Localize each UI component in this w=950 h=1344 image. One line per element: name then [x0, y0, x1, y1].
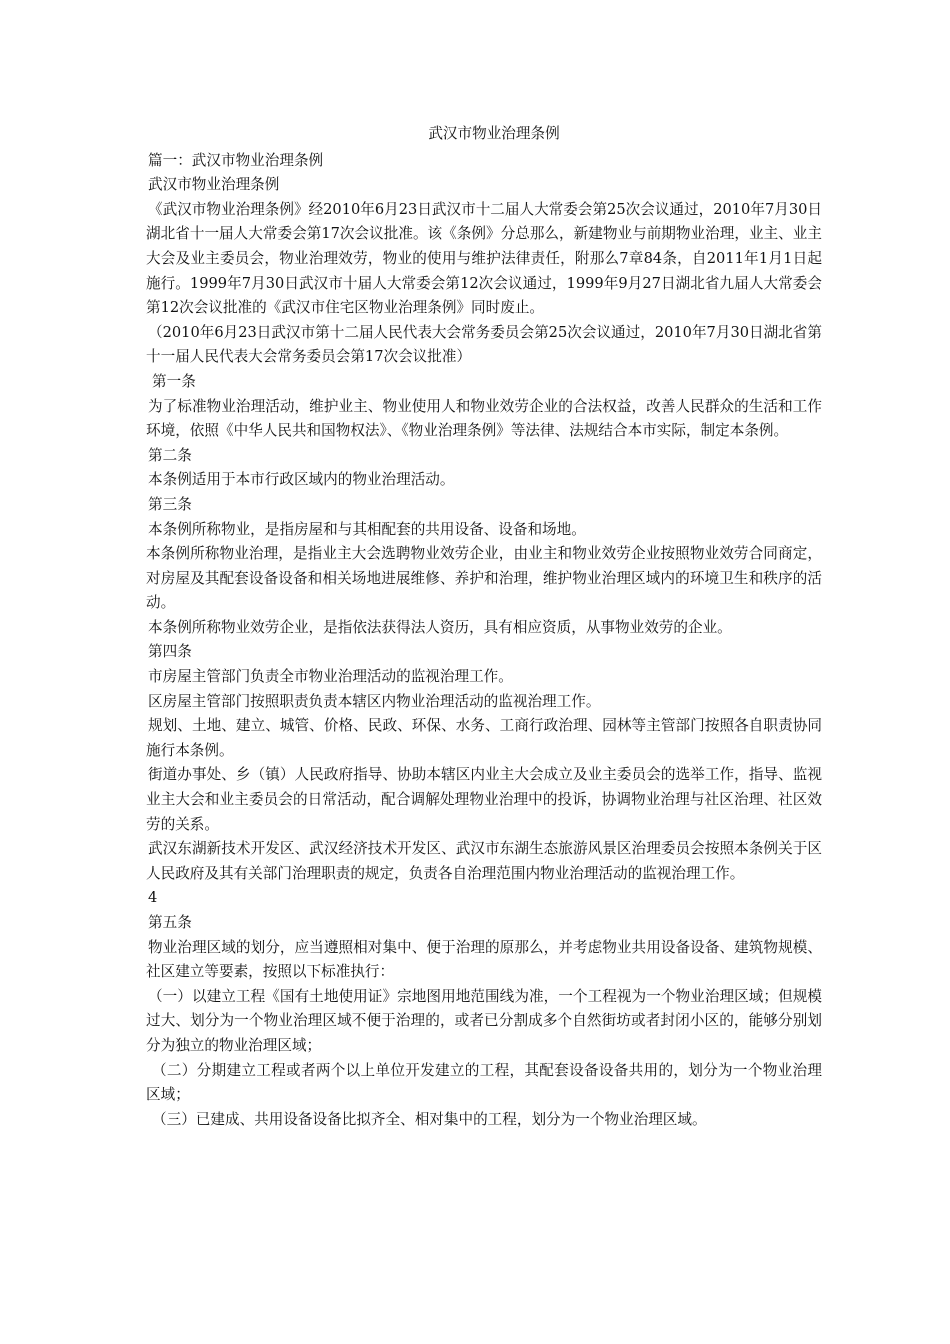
paragraph: 第四条 — [148, 643, 192, 661]
paragraph: （二）分期建立工程或者两个以上单位开发建立的工程，其配套设备设备共用的，划分为一个物业治理区域； — [146, 1061, 822, 1104]
paragraph: 篇一：武汉市物业治理条例 — [148, 151, 324, 169]
paragraph: 街道办事处、乡（镇）人民政府指导、协助本辖区内业主大会成立及业主委员会的选举工作，指导、监视业主大会和业主委员会的日常活动，配合调解处理物业治理中的投诉，协调物业治理与社区治理、社区效劳的关系。 — [146, 766, 822, 833]
document-page — [146, 122, 822, 1132]
paragraph: 第五条 — [148, 914, 192, 931]
paragraph: 本条例所称物业效劳企业，是指依法获得法人资历，具有相应资质，从事物业效劳的企业。 — [148, 618, 732, 636]
paragraph: （一）以建立工程《国有土地使用证》宗地图用地范围线为准，一个工程视为一个物业治理区域；但规模过大、划分为一个物业治理区域不便于治理的，或者已分割成多个自然街坊或者封闭小区的，能够分别划分为独立的物业治理区域； — [146, 987, 822, 1054]
paragraph: （2010年6月23日武汉市第十二届人民代表大会常务委员会第25次会议通过，2010年7月30日湖北省第十一届人民代表大会常务委员会第17次会议批准） — [146, 323, 822, 366]
document-title: 武汉市物业治理条例 — [428, 125, 560, 142]
paragraph: 武汉市物业治理条例 — [148, 176, 280, 194]
paragraph: 第二条 — [148, 446, 192, 464]
paragraph: 本条例所称物业治理，是指业主大会选聘物业效劳企业，由业主和物业效劳企业按照物业效劳合同商定，对房屋及其配套设备设备和相关场地进展维修、养护和治理，维护物业治理区域内的环境卫生和秩序的活动。 — [146, 545, 822, 612]
paragraph: 第一条 — [152, 372, 196, 390]
paragraph: 《武汉市物业治理条例》经2010年6月23日武汉市十二届人大常委会第25次会议通过，2010年7月30日湖北省十一届人大常委会第17次会议批准。该《条例》分总那么，新建物业与前期物业治理，业主、业主大会及业主委员会，物业治理效劳，物业的使用与维护法律责任，附那么7章84条，自2011年1月1日起施行。1999年7月30日武汉市十届人大常委会第12次会议通过，1999年9月27日湖北省九届人大常委会第12次会议批准的《武汉市住宅区物业治理条例》同时废止。 — [146, 200, 822, 317]
paragraph: 规划、土地、建立、城管、价格、民政、环保、水务、工商行政治理、园林等主管部门按照各自职责协同施行本条例。 — [146, 717, 822, 759]
paragraph: 市房屋主管部门负责全市物业治理活动的监视治理工作。 — [148, 668, 513, 686]
document-body — [146, 149, 822, 1133]
paragraph: 4 — [148, 889, 158, 907]
paragraph: 为了标准物业治理活动，维护业主、物业使用人和物业效劳企业的合法权益，改善人民群众的生活和工作环境，依照《中华人民共和国物权法》、《物业治理条例》等法律、法规结合本市实际，制定本条例。 — [146, 397, 822, 440]
paragraph: 区房屋主管部门按照职责负责本辖区内物业治理活动的监视治理工作。 — [148, 692, 601, 710]
paragraph: 物业治理区域的划分，应当遵照相对集中、便于治理的原那么，并考虑物业共用设备设备、建筑物规模、社区建立等要素，按照以下标准执行： — [146, 938, 822, 981]
paragraph: 本条例适用于本市行政区域内的物业治理活动。 — [148, 471, 455, 489]
paragraph: 本条例所称物业，是指房屋和与其相配套的共用设备、设备和场地。 — [148, 520, 586, 538]
paragraph: （三）已建成、共用设备设备比拟齐全、相对集中的工程，划分为一个物业治理区域。 — [152, 1110, 707, 1128]
paragraph: 武汉东湖新技术开发区、武汉经济技术开发区、武汉市东湖生态旅游风景区治理委员会按照本条例关于区人民政府及其有关部门治理职责的规定，负责各自治理范围内物业治理活动的监视治理工作。 — [146, 840, 822, 882]
paragraph: 第三条 — [148, 495, 192, 513]
